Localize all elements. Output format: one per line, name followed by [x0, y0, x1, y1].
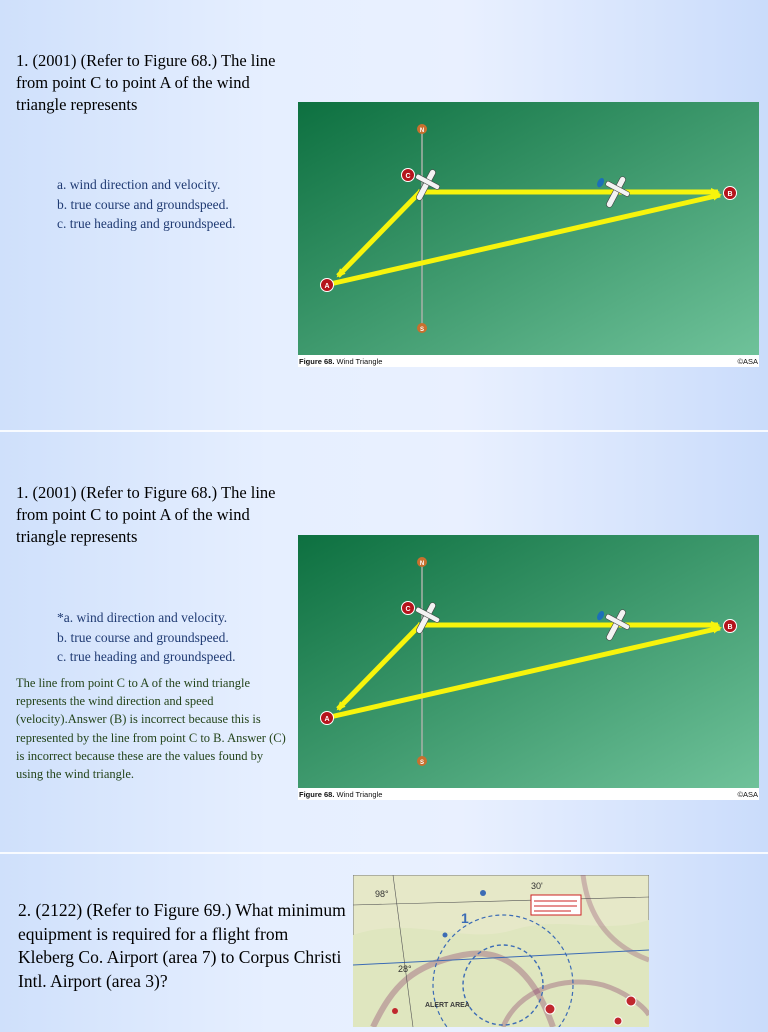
- airport-marker: [392, 1008, 398, 1014]
- wind-triangle-diagram: [298, 102, 759, 355]
- airport-marker: [545, 1004, 555, 1014]
- sectional-chart-figure: [353, 875, 649, 1027]
- answer-option-a-correct: *a. wind direction and velocity.: [57, 610, 228, 625]
- north-label: N: [419, 128, 425, 134]
- south-label: S: [419, 760, 425, 766]
- slide-1: [0, 0, 768, 430]
- caption-figure-number: Figure 68.: [299, 356, 335, 366]
- diagram-background: [298, 102, 759, 355]
- answer-option-c: c. true heading and groundspeed.: [57, 649, 236, 664]
- airport-marker: [480, 890, 486, 896]
- answer-option-b: b. true course and groundspeed.: [57, 629, 229, 645]
- wind-triangle-figure: [298, 102, 759, 367]
- answer-option-c: c. true heading and groundspeed.: [57, 216, 236, 231]
- slide-2: [0, 432, 768, 852]
- copyright-text: ©ASA: [737, 356, 758, 366]
- wind-triangle-diagram: [298, 535, 759, 788]
- figure-caption: [298, 355, 759, 367]
- wind-triangle-figure: [298, 535, 759, 800]
- question-text: 2. (2122) (Refer to Figure 69.) What minimum equipment is required for a flight from Kleberg Co. Airport (area 7) to Corpus Christi Intl. Airport (area 3)?: [18, 900, 346, 991]
- answer-option-a: a. wind direction and velocity.: [57, 177, 221, 192]
- airport-marker: [443, 933, 448, 938]
- question-text: 1. (2001) (Refer to Figure 68.) The line from point C to point A of the wind triangle represents: [16, 51, 276, 114]
- north-label: N: [419, 561, 425, 567]
- sectional-chart-map: [353, 875, 649, 1027]
- point-a-label: A: [324, 283, 330, 290]
- point-b-label: B: [727, 624, 733, 631]
- caption-figure-number: Figure 68.: [299, 789, 335, 799]
- longitude-label: 98°: [375, 889, 389, 899]
- airspace-note-box: [531, 895, 581, 915]
- answer-option-b: b. true course and groundspeed.: [57, 196, 229, 212]
- south-label: S: [419, 327, 425, 333]
- caption-title: Wind Triangle: [334, 789, 383, 799]
- airport-marker: [626, 996, 636, 1006]
- copyright-text: ©ASA: [737, 789, 758, 799]
- point-b-label: B: [727, 191, 733, 198]
- slide-3: [0, 855, 768, 1024]
- figure-caption: [298, 788, 759, 800]
- answer-explanation: The line from point C to A of the wind triangle represents the wind direction and speed (velocity).Answer (B) is incorrect because this is represented by the line from point C to B. Answer (C) is incorrect because these are the values found by using the wind triangle.: [16, 676, 286, 782]
- point-c-label: C: [405, 173, 411, 180]
- latitude-label: 30': [531, 881, 543, 891]
- point-a-label: A: [324, 716, 330, 723]
- alert-area-label: ALERT AREA: [425, 1002, 470, 1009]
- diagram-background: [298, 535, 759, 788]
- area-number-label: 1: [461, 910, 469, 926]
- question-text: 1. (2001) (Refer to Figure 68.) The line from point C to point A of the wind triangle represents: [16, 483, 276, 546]
- slide-divider: [0, 852, 768, 854]
- answer-list: [57, 608, 297, 667]
- latitude-label: 28°: [398, 964, 412, 974]
- answer-list: [57, 175, 297, 234]
- caption-title: Wind Triangle: [334, 356, 383, 366]
- point-c-label: C: [405, 606, 411, 613]
